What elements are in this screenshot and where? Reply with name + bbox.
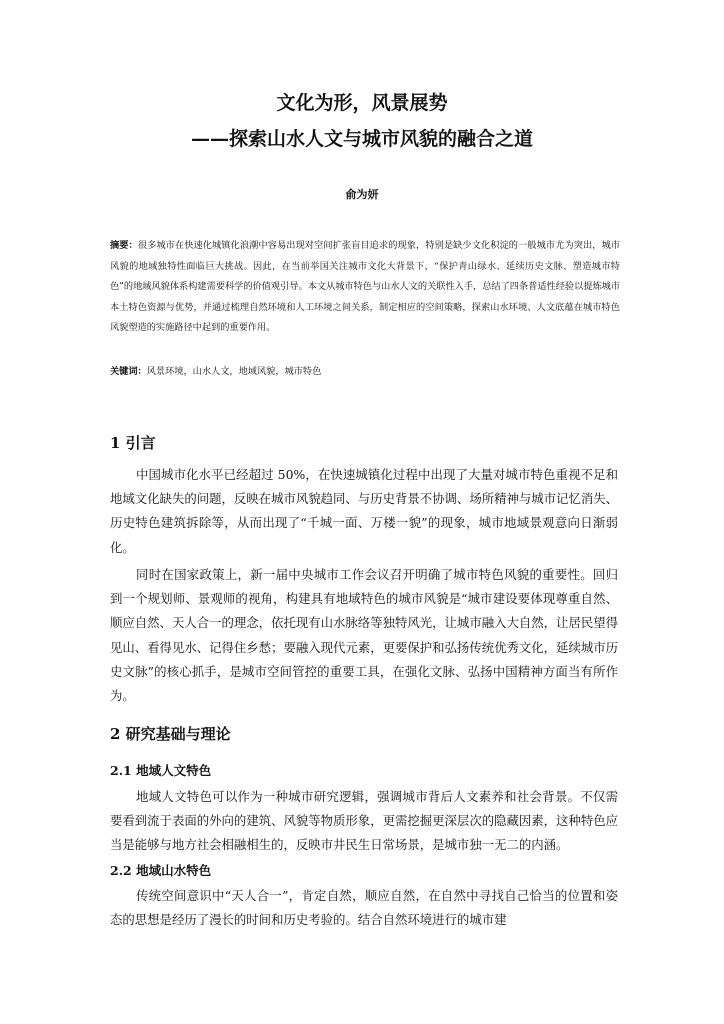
paper-title-main: 文化为形，风景展势 (276, 92, 448, 114)
author-name: 俞为妍 (345, 188, 379, 201)
subsection-heading-regional-culture: 2.1 地域人文特色 (110, 763, 212, 778)
abstract-text: 很多城市在快速化城镇化浪潮中容易出现对空间扩张盲目追求的现象，特别是缺少文化积淀的一般城市尤为突出，城市风貌的地域独特性面临巨大挑战。因此，在当前举国关注城市文化大背景下，“保护青山绿水、延续历史文脉、塑造城市特色”的地域风貌体系构建需要科学的价值观引导。本文从城市特色与山水人文的关联性入手，总结了四条普适性经验以提炼城市本土特色资源与优势，并通过梳理自然环境和人工环境之间关系，制定相应的空间策略，探索山水环境、人文底蕴在城市特色风貌塑造的实施路径中起到的重要作用。 (110, 240, 621, 333)
subsection-heading-landscape: 2.2 地域山水特色 (110, 863, 212, 878)
paragraph-intro-2: 同时在国家政策上，新一届中央城市工作会议召开明确了城市特色风貌的重要性。回归到一个规划师、景观师的视角，构建具有地域特色的城市风貌是“城市建设要体现尊重自然、顺应自然、天人合一的理念，依托现有山水脉络等独特风光，让城市融入大自然，让居民望得见山、看得见水、记得住乡愁；要融入现代元素，更要保护和弘扬传统优秀文化，延续城市历史文脉”的核心抓手，是城市空间管控的重要工具，在强化文脉、弘扬中国精神方面当有所作为。 (110, 567, 619, 704)
abstract-block (110, 236, 620, 339)
paper-title-subtitle: ——探索山水人文与城市风貌的融合之道 (190, 128, 533, 150)
paragraph-landscape: 传统空间意识中“天人合一”，肯定自然，顺应自然，在自然中寻找自己恰当的位置和姿态的思想是经历了漫长的时间和历史考验的。结合自然环境进行的城市建 (110, 888, 618, 928)
paragraph-intro-1: 中国城市化水平已经超过 50%，在快速城镇化过程中出现了大量对城市特色重视不足和地域文化缺失的问题，反映在城市风貌趋同、与历史背景不协调、场所精神与城市记忆消失、历史特色建筑拆除等，从而出现了“千城一面、万楼一貌”的现象，城市地域景观意向日渐弱化。 (110, 467, 619, 555)
abstract-label: 摘要： (110, 240, 138, 251)
keywords-block (110, 363, 620, 381)
paragraph-regional-culture: 地域人文特色可以作为一种城市研究逻辑，强调城市背后人文素养和社会背景。不仅需要看到流于表面的外向的建筑、风貌等物质形象，更需挖掘更深层次的隐藏因素，这种特色应当是能够与地方社会相融相生的，反映市井民生日常场景，是城市独一无二的内涵。 (110, 789, 619, 853)
keywords-text: 风景环境，山水人文，地域风貌，城市特色 (146, 366, 322, 377)
section-heading-introduction: 1 引言 (110, 434, 156, 452)
keywords-label: 关键词： (110, 366, 147, 377)
section-heading-research-basis: 2 研究基础与理论 (110, 725, 231, 743)
